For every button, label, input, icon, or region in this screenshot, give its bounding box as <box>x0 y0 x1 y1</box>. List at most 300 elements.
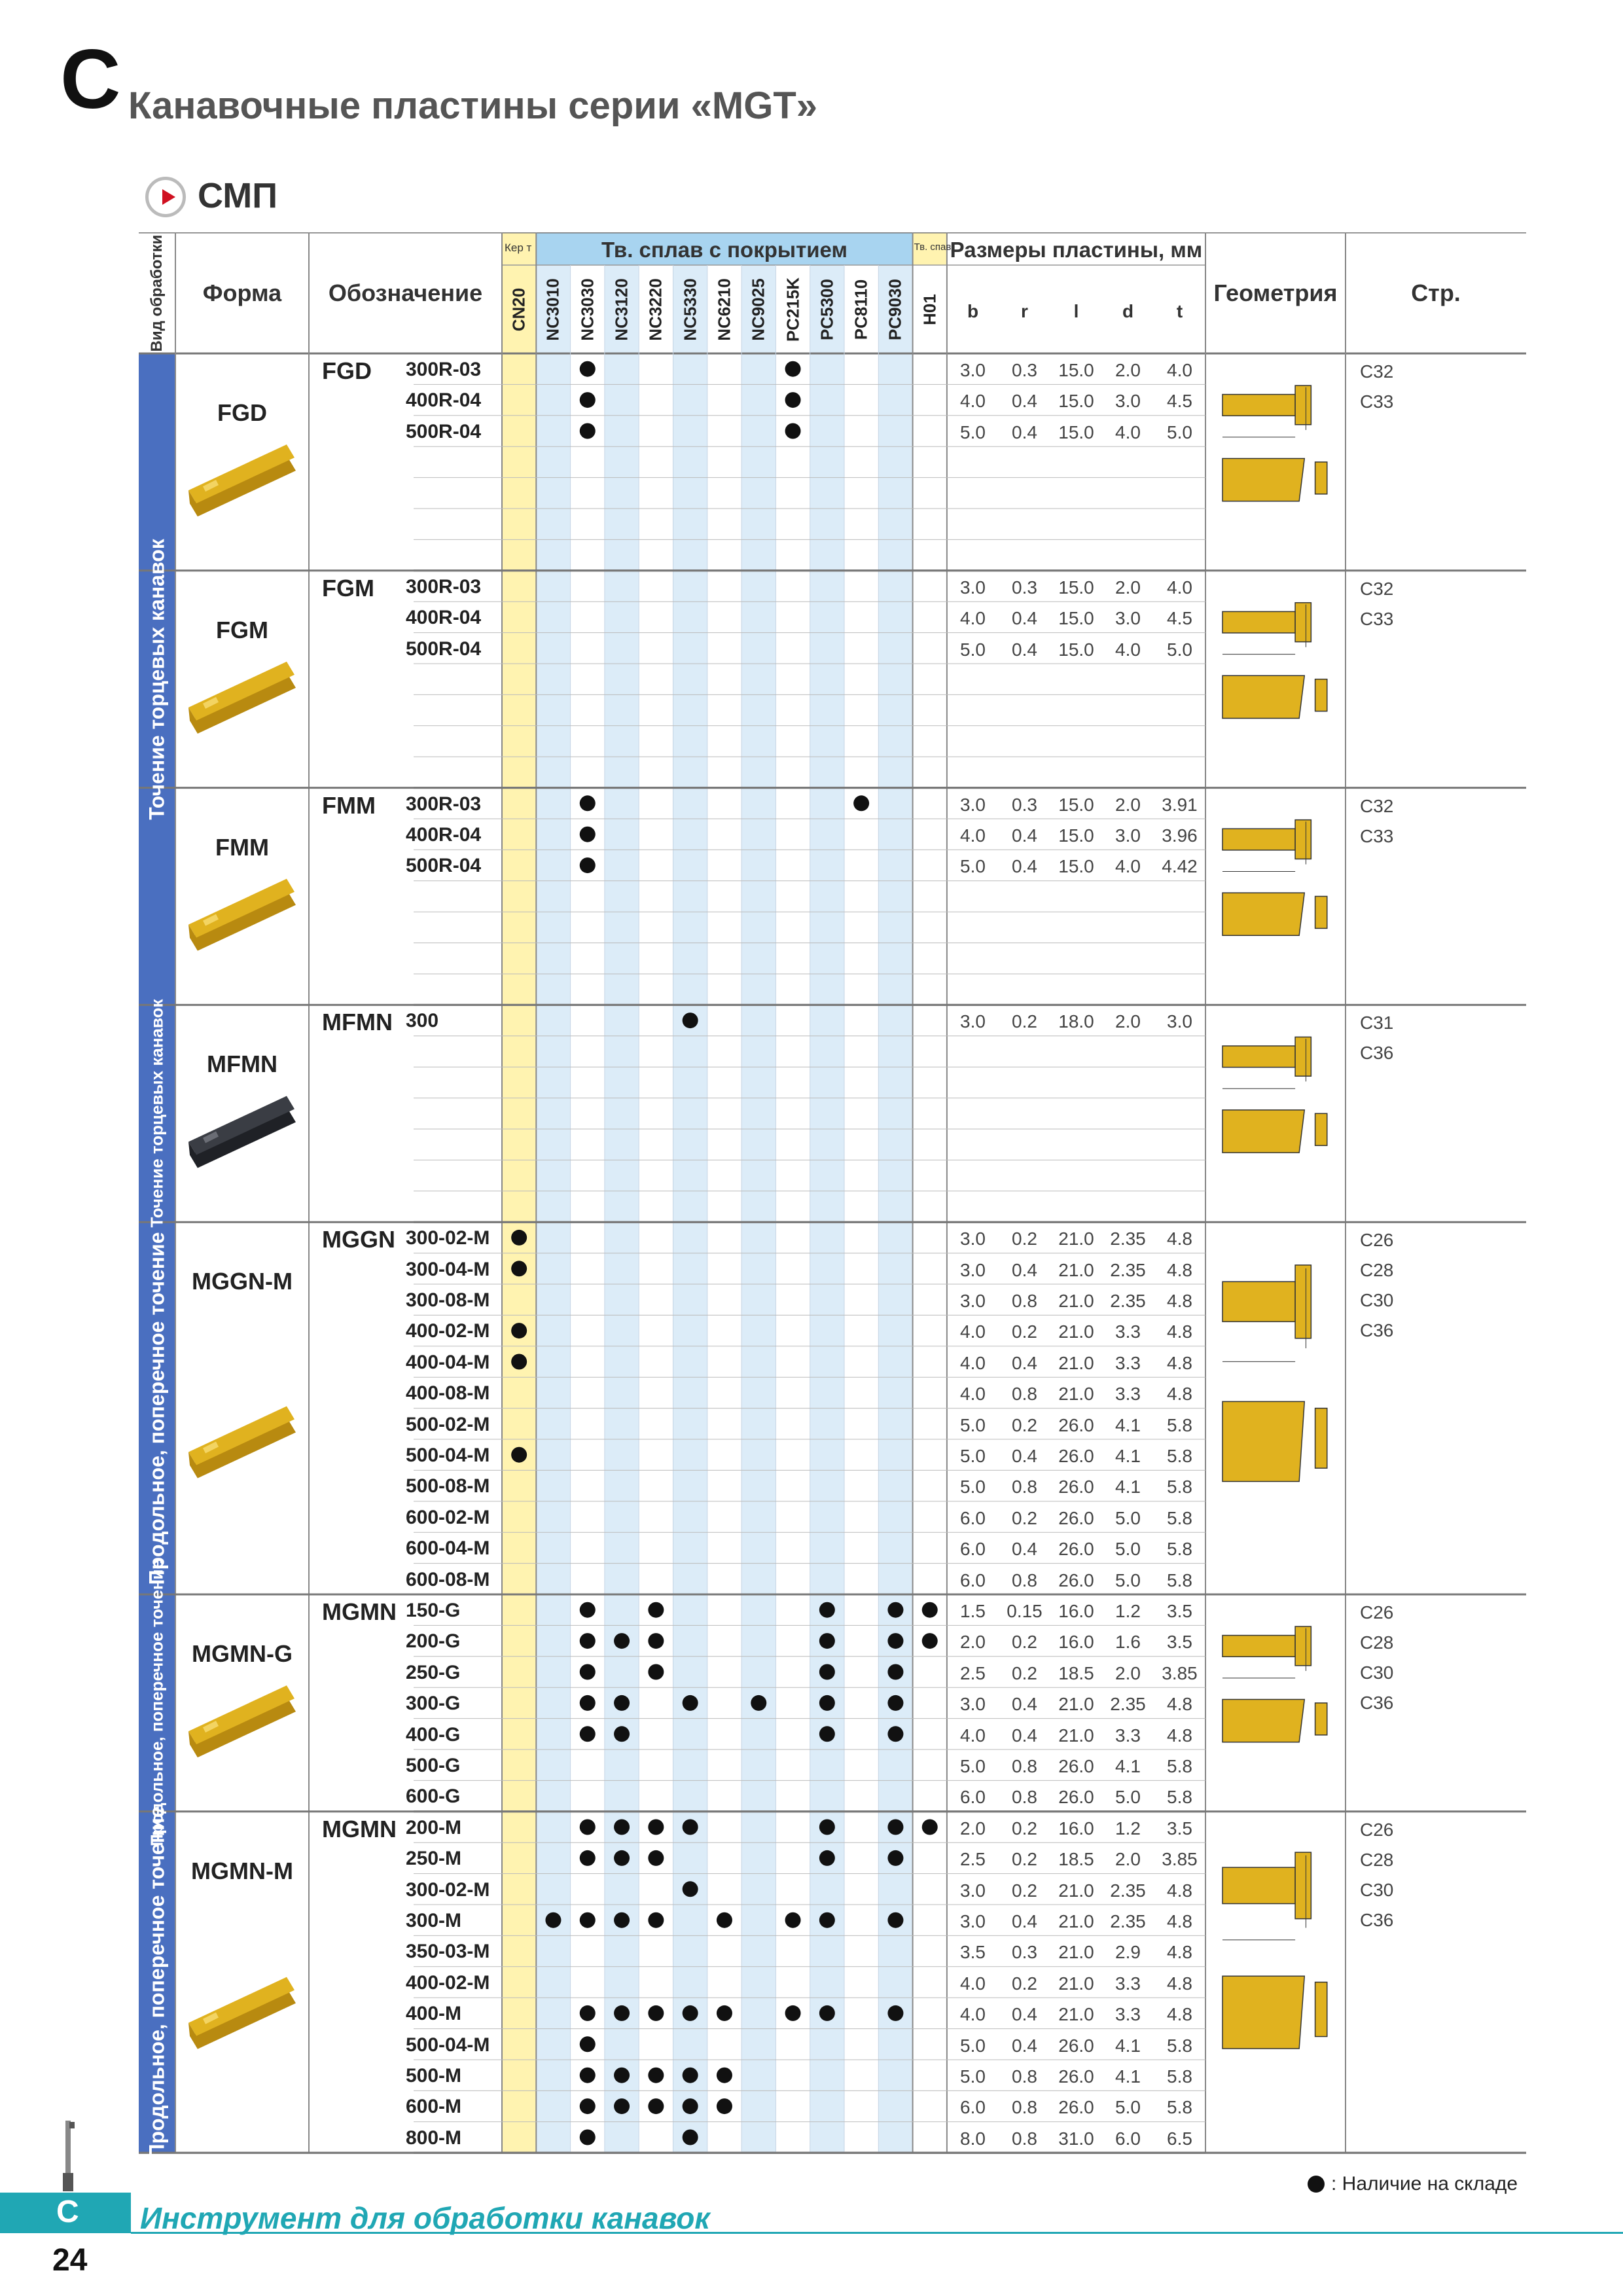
in-stock-dot <box>580 2098 596 2114</box>
dimension-value: 5.8 <box>1167 1756 1192 1776</box>
grade-header: NC5330 <box>680 278 700 341</box>
dimension-value: 18.5 <box>1058 1849 1094 1870</box>
dimension-value: 16.0 <box>1058 1632 1094 1653</box>
dimension-value: 4.8 <box>1167 1911 1192 1931</box>
in-stock-dot <box>819 1602 835 1618</box>
dimension-value: 26.0 <box>1058 1787 1094 1808</box>
insert-code: 400-02-M <box>406 1320 490 1342</box>
dimension-value: 3.3 <box>1115 1321 1141 1342</box>
in-stock-dot <box>648 1912 664 1928</box>
insert-code: 400-02-M <box>406 1971 490 1994</box>
dimension-value: 4.0 <box>960 1725 986 1746</box>
dimension-value: 15.0 <box>1058 422 1094 442</box>
dimension-value: 0.2 <box>1012 1662 1037 1683</box>
page-ref: C30 <box>1360 1662 1394 1683</box>
form-label: MGGN-M <box>192 1268 293 1295</box>
dimension-value: 4.0 <box>960 1321 986 1342</box>
in-stock-dot <box>717 1912 732 1928</box>
dimension-value: 3.5 <box>1167 1818 1192 1839</box>
form-label: MFMN <box>207 1050 277 1078</box>
in-stock-dot <box>648 2098 664 2114</box>
dimension-value: 0.2 <box>1012 1414 1037 1435</box>
dimension-value: 2.0 <box>960 1818 986 1839</box>
in-stock-dot <box>614 1912 630 1928</box>
section-letter: C <box>60 33 121 126</box>
dimension-value: 5.0 <box>960 422 986 442</box>
process-label: Продольное, поперечное точение <box>145 1805 169 2159</box>
page-ref: C26 <box>1360 1819 1394 1840</box>
dimension-value: 0.4 <box>1012 639 1037 660</box>
header-designation: Обозначение <box>328 279 483 306</box>
in-stock-dot <box>614 1820 630 1835</box>
grade-header: CN20 <box>508 287 529 331</box>
grade-header: PC9030 <box>885 278 905 340</box>
in-stock-dot <box>751 1695 766 1711</box>
dimension-value: 4.8 <box>1167 1973 1192 1994</box>
series-label: FGM <box>322 574 374 601</box>
dimension-value: 6.0 <box>960 1570 986 1590</box>
in-stock-dot <box>785 2005 801 2021</box>
dimension-value: 6.0 <box>960 1787 986 1808</box>
dimension-value: 26.0 <box>1058 1570 1094 1590</box>
series-label: FMM <box>322 791 376 819</box>
dimension-value: 4.0 <box>960 391 986 412</box>
in-stock-dot <box>819 1664 835 1680</box>
in-stock-dot <box>648 1633 664 1649</box>
dimension-value: 3.3 <box>1115 2004 1141 2025</box>
dimension-value: 4.8 <box>1167 1321 1192 1342</box>
page-number: 24 <box>52 2243 88 2278</box>
dimension-value: 0.4 <box>1012 608 1037 629</box>
dimension-value: 5.8 <box>1167 1507 1192 1528</box>
dimension-value: 18.0 <box>1058 1011 1094 1032</box>
play-circle-icon <box>145 177 186 217</box>
dimension-value: 0.8 <box>1012 1787 1037 1808</box>
dimension-value: 2.5 <box>960 1662 986 1683</box>
page-ref: C32 <box>1360 361 1394 382</box>
dimension-value: 1.2 <box>1115 1818 1141 1839</box>
dimension-value: 26.0 <box>1058 2097 1094 2118</box>
insert-code: 300 <box>406 1010 439 1032</box>
grade-header: NC3220 <box>645 278 666 341</box>
dimension-value: 2.9 <box>1115 1942 1141 1963</box>
page-ref: C26 <box>1360 1230 1394 1251</box>
dimension-value: 4.8 <box>1167 1694 1192 1715</box>
in-stock-dot <box>580 2130 596 2145</box>
grade-header: NC9025 <box>748 278 768 341</box>
dimension-value: 3.5 <box>960 1942 986 1963</box>
insert-code: 400-04-M <box>406 1351 490 1373</box>
dimension-value: 26.0 <box>1058 1414 1094 1435</box>
page-ref: C28 <box>1360 1849 1394 1870</box>
dimension-value: 5.0 <box>1115 2097 1141 2118</box>
header-form: Форма <box>202 279 282 306</box>
dimension-value: 3.0 <box>960 1259 986 1280</box>
in-stock-dot <box>614 1633 630 1649</box>
grade-header: NC6210 <box>714 278 734 341</box>
dimension-value: 21.0 <box>1058 1694 1094 1715</box>
dimension-value: 5.0 <box>960 856 986 877</box>
header-geometry: Геометрия <box>1213 279 1338 306</box>
dimension-value: 15.0 <box>1058 391 1094 412</box>
dimension-value: 2.35 <box>1110 1694 1146 1715</box>
in-stock-dot <box>683 1695 698 1711</box>
coated-column-bg <box>673 265 707 2153</box>
dimension-value: 3.0 <box>960 1694 986 1715</box>
gold-insert-picture <box>188 1406 296 1478</box>
dimension-value: 5.0 <box>960 1756 986 1776</box>
dimension-value: 5.0 <box>1115 1787 1141 1808</box>
insert-code: 250-G <box>406 1661 461 1683</box>
dimension-value: 0.8 <box>1012 1291 1037 1311</box>
dimension-value: 15.0 <box>1058 825 1094 846</box>
page-title: Канавочные пластины серии «MGT» <box>128 84 818 127</box>
in-stock-dot <box>887 1664 903 1680</box>
dimension-value: 0.4 <box>1012 1694 1037 1715</box>
dimension-value: 6.5 <box>1167 2128 1192 2149</box>
dimension-value: 5.8 <box>1167 2035 1192 2056</box>
dimension-value: 0.4 <box>1012 1911 1037 1931</box>
in-stock-dot <box>580 1820 596 1835</box>
grade-header: PC5300 <box>817 278 837 340</box>
in-stock-dot <box>580 2036 596 2052</box>
insert-geometry-drawing <box>1222 1037 1327 1153</box>
in-stock-dot <box>819 1850 835 1866</box>
dimension-value: 4.8 <box>1167 1352 1192 1373</box>
dimension-value: 1.5 <box>960 1601 986 1621</box>
in-stock-dot <box>683 1013 698 1028</box>
dimension-value: 5.0 <box>960 1477 986 1498</box>
dimension-value: 4.1 <box>1115 2066 1141 2087</box>
page-ref: C31 <box>1360 1013 1394 1033</box>
dimension-value: 5.0 <box>960 639 986 660</box>
grade-header: NC3030 <box>577 278 597 341</box>
in-stock-dot <box>648 1850 664 1866</box>
dimension-value: 3.0 <box>1115 608 1141 629</box>
dimension-value: 5.8 <box>1167 1539 1192 1560</box>
insert-code: 500-M <box>406 2065 462 2087</box>
cermet-column-bg <box>502 265 536 2153</box>
page-ref: C36 <box>1360 1320 1394 1341</box>
in-stock-dot <box>887 2005 903 2021</box>
series-label: MGMN <box>322 1815 397 1842</box>
dimension-value: 0.15 <box>1007 1601 1043 1621</box>
dimension-value: 26.0 <box>1058 1539 1094 1560</box>
insert-code: 500R-04 <box>406 855 482 877</box>
in-stock-dot <box>580 1850 596 1866</box>
insert-code: 800-M <box>406 2126 462 2149</box>
in-stock-dot <box>511 1261 527 1276</box>
dimension-value: 4.8 <box>1167 1942 1192 1963</box>
dimension-value: 2.5 <box>960 1849 986 1870</box>
dimension-value: 0.4 <box>1012 2035 1037 2056</box>
dimension-value: 1.6 <box>1115 1632 1141 1653</box>
in-stock-dot <box>819 1633 835 1649</box>
page-ref: C33 <box>1360 391 1394 412</box>
dimension-value: 3.85 <box>1162 1662 1198 1683</box>
dimension-value: 0.4 <box>1012 1725 1037 1746</box>
dimension-value: 1.2 <box>1115 1601 1141 1621</box>
in-stock-dot <box>614 1850 630 1866</box>
page-ref: C32 <box>1360 795 1394 816</box>
dimension-value: 3.0 <box>960 577 986 598</box>
in-stock-dot <box>648 1664 664 1680</box>
dimension-value: 26.0 <box>1058 1477 1094 1498</box>
dimension-value: 3.0 <box>960 1880 986 1901</box>
page-ref: C33 <box>1360 825 1394 846</box>
dimension-value: 0.2 <box>1012 1973 1037 1994</box>
in-stock-dot <box>614 2005 630 2021</box>
dimension-value: 3.0 <box>1115 825 1141 846</box>
dimension-value: 4.8 <box>1167 1291 1192 1311</box>
dimension-value: 15.0 <box>1058 639 1094 660</box>
page-ref: C36 <box>1360 1043 1394 1064</box>
dimension-value: 0.8 <box>1012 2066 1037 2087</box>
insert-code: 350-03-M <box>406 1941 490 1963</box>
dim-header: d <box>1122 301 1134 321</box>
insert-code: 300-M <box>406 1910 462 1931</box>
insert-code: 300-08-M <box>406 1289 490 1311</box>
dimension-value: 4.0 <box>1115 639 1141 660</box>
in-stock-dot <box>511 1447 527 1463</box>
in-stock-dot <box>580 857 596 873</box>
dimension-value: 3.0 <box>960 1229 986 1249</box>
in-stock-dot <box>648 1820 664 1835</box>
dimension-value: 8.0 <box>960 2128 986 2149</box>
in-stock-dot <box>717 2005 732 2021</box>
grade-header: NC3010 <box>543 278 563 341</box>
in-stock-dot <box>887 1850 903 1866</box>
dimension-value: 5.8 <box>1167 1477 1192 1498</box>
dimension-value: 0.2 <box>1012 1507 1037 1528</box>
insert-code: 300R-03 <box>406 359 482 380</box>
dimension-value: 15.0 <box>1058 608 1094 629</box>
form-label: FGD <box>217 399 267 426</box>
dimension-value: 5.8 <box>1167 1414 1192 1435</box>
insert-code: 300-04-M <box>406 1258 490 1280</box>
dimension-value: 4.8 <box>1167 1384 1192 1405</box>
dimension-value: 3.3 <box>1115 1973 1141 1994</box>
header-cermet: Кер т <box>505 242 532 254</box>
in-stock-dot <box>580 1695 596 1711</box>
in-stock-dot <box>785 1912 801 1928</box>
insert-code: 600-G <box>406 1785 461 1808</box>
in-stock-dot <box>683 2005 698 2021</box>
dimension-value: 4.1 <box>1115 1414 1141 1435</box>
dimension-value: 2.0 <box>1115 794 1141 815</box>
insert-code: 600-08-M <box>406 1568 490 1590</box>
dimension-value: 2.35 <box>1110 1259 1146 1280</box>
in-stock-dot <box>580 1633 596 1649</box>
insert-code: 400R-04 <box>406 607 482 629</box>
in-stock-dot <box>614 1726 630 1742</box>
dimension-value: 0.2 <box>1012 1880 1037 1901</box>
grade-header: H01 <box>919 293 940 325</box>
dimension-value: 4.0 <box>960 608 986 629</box>
in-stock-dot <box>580 1664 596 1680</box>
dimension-value: 15.0 <box>1058 856 1094 877</box>
insert-code: 200-M <box>406 1816 462 1839</box>
page-ref: C30 <box>1360 1290 1394 1311</box>
dimension-value: 4.0 <box>960 825 986 846</box>
dimension-value: 0.2 <box>1012 1229 1037 1249</box>
dimension-value: 4.1 <box>1115 1756 1141 1776</box>
dimension-value: 4.1 <box>1115 1477 1141 1498</box>
form-label: FGM <box>216 616 268 643</box>
dim-header: b <box>967 301 979 321</box>
dimension-value: 6.0 <box>960 1507 986 1528</box>
in-stock-dot <box>887 1912 903 1928</box>
dimension-value: 0.4 <box>1012 1352 1037 1373</box>
header-page: Стр. <box>1411 279 1461 306</box>
insert-code: 300R-03 <box>406 793 482 815</box>
in-stock-dot <box>511 1230 527 1246</box>
dimension-value: 4.8 <box>1167 1259 1192 1280</box>
in-stock-dot <box>887 1695 903 1711</box>
dimension-value: 0.8 <box>1012 2128 1037 2149</box>
page-ref: C28 <box>1360 1632 1394 1653</box>
in-stock-dot <box>819 2005 835 2021</box>
dimension-value: 26.0 <box>1058 1507 1094 1528</box>
page-ref: C30 <box>1360 1879 1394 1900</box>
dimension-value: 3.96 <box>1162 825 1198 846</box>
in-stock-dot <box>922 1633 938 1649</box>
series-label: FGD <box>322 357 372 384</box>
dimension-value: 4.8 <box>1167 2004 1192 2025</box>
dimension-value: 5.8 <box>1167 2097 1192 2118</box>
header-dims: Размеры пластины, мм <box>950 238 1203 262</box>
form-label: MGMN-G <box>192 1640 293 1667</box>
dimension-value: 21.0 <box>1058 1352 1094 1373</box>
dimension-value: 5.8 <box>1167 1787 1192 1808</box>
in-stock-dot <box>511 1323 527 1338</box>
dimension-value: 5.8 <box>1167 1570 1192 1590</box>
dark-insert-picture <box>188 1096 296 1168</box>
form-label: MGMN-M <box>191 1857 293 1884</box>
dimension-value: 0.2 <box>1012 1321 1037 1342</box>
in-stock-dot <box>683 2130 698 2145</box>
dimension-value: 3.5 <box>1167 1601 1192 1621</box>
in-stock-dot <box>922 1820 938 1835</box>
insert-code: 500-04-M <box>406 2034 490 2056</box>
dimension-value: 4.8 <box>1167 1880 1192 1901</box>
in-stock-dot <box>614 2068 630 2083</box>
dimension-value: 3.0 <box>1115 391 1141 412</box>
dimension-value: 21.0 <box>1058 1911 1094 1931</box>
insert-code: 500R-04 <box>406 637 482 660</box>
dimension-value: 2.0 <box>1115 360 1141 380</box>
dimension-value: 21.0 <box>1058 1942 1094 1963</box>
dimension-value: 26.0 <box>1058 2066 1094 2087</box>
dimension-value: 15.0 <box>1058 794 1094 815</box>
grade-header: PC215K <box>783 277 803 342</box>
in-stock-dot <box>580 2005 596 2021</box>
insert-code: 300R-03 <box>406 575 482 598</box>
dimension-value: 21.0 <box>1058 1384 1094 1405</box>
dimension-value: 2.0 <box>1115 1849 1141 1870</box>
dimension-value: 0.3 <box>1012 577 1037 598</box>
dimension-value: 0.4 <box>1012 391 1037 412</box>
legend-text: : Наличие на складе <box>1331 2173 1518 2195</box>
insert-code: 300-02-M <box>406 1227 490 1249</box>
process-label: Точение торцевых канавок <box>147 999 167 1228</box>
in-stock-dot <box>580 827 596 842</box>
dimension-value: 3.0 <box>960 1011 986 1032</box>
dimension-value: 0.4 <box>1012 1259 1037 1280</box>
dimension-value: 4.1 <box>1115 1446 1141 1466</box>
insert-code: 500-G <box>406 1755 461 1776</box>
series-label: MGGN <box>322 1226 395 1253</box>
dimension-value: 5.0 <box>1167 422 1192 442</box>
gold-insert-picture <box>188 879 296 951</box>
dimension-value: 4.0 <box>960 1973 986 1994</box>
dimension-value: 31.0 <box>1058 2128 1094 2149</box>
dimension-value: 4.0 <box>960 2004 986 2025</box>
in-stock-dot <box>648 1602 664 1618</box>
in-stock-dot <box>683 2098 698 2114</box>
in-stock-dot <box>648 2068 664 2083</box>
coated-column-bg <box>810 265 844 2153</box>
in-stock-dot <box>887 1633 903 1649</box>
in-stock-dot <box>819 1912 835 1928</box>
coated-column-bg <box>878 265 912 2153</box>
in-stock-dot <box>887 1820 903 1835</box>
insert-code: 400-G <box>406 1723 461 1746</box>
insert-code: 500R-04 <box>406 420 482 442</box>
in-stock-dot <box>648 2005 664 2021</box>
dimension-value: 4.5 <box>1167 391 1192 412</box>
dimension-value: 3.0 <box>960 1911 986 1931</box>
dimension-value: 3.5 <box>1167 1632 1192 1653</box>
dimension-value: 21.0 <box>1058 1880 1094 1901</box>
header-uncoated: Тв. спав <box>914 242 952 253</box>
dim-header: r <box>1021 301 1028 321</box>
process-label: Продольное, поперечное точение <box>145 1232 169 1585</box>
dimension-value: 0.2 <box>1012 1849 1037 1870</box>
grade-header: NC3120 <box>611 278 632 341</box>
dimension-value: 21.0 <box>1058 2004 1094 2025</box>
in-stock-dot <box>580 1602 596 1618</box>
dimension-value: 0.4 <box>1012 1539 1037 1560</box>
gold-insert-picture <box>188 662 296 734</box>
dimension-value: 5.8 <box>1167 1446 1192 1466</box>
dimension-value: 15.0 <box>1058 360 1094 380</box>
grade-header: PC8110 <box>851 279 871 340</box>
dimension-value: 2.0 <box>1115 1011 1141 1032</box>
in-stock-dot <box>580 392 596 408</box>
dimension-value: 2.0 <box>960 1632 986 1653</box>
dimension-value: 16.0 <box>1058 1818 1094 1839</box>
dimension-value: 15.0 <box>1058 577 1094 598</box>
dimension-value: 3.3 <box>1115 1725 1141 1746</box>
in-stock-dot <box>511 1354 527 1370</box>
insert-code: 600-02-M <box>406 1506 490 1528</box>
coated-column-bg <box>536 265 570 2153</box>
page-ref: C32 <box>1360 578 1394 599</box>
dimension-value: 5.0 <box>1115 1570 1141 1590</box>
dimension-value: 0.3 <box>1012 794 1037 815</box>
in-stock-dot <box>785 392 801 408</box>
in-stock-dot <box>922 1602 938 1618</box>
dimension-value: 21.0 <box>1058 1725 1094 1746</box>
header-coated: Тв. сплав с покрытием <box>601 238 847 262</box>
dimension-value: 2.0 <box>1115 1662 1141 1683</box>
insert-code: 400-08-M <box>406 1382 490 1405</box>
dimension-value: 2.35 <box>1110 1291 1146 1311</box>
dimension-value: 0.8 <box>1012 1756 1037 1776</box>
dimension-value: 21.0 <box>1058 1973 1094 1994</box>
insert-code: 150-G <box>406 1600 461 1621</box>
